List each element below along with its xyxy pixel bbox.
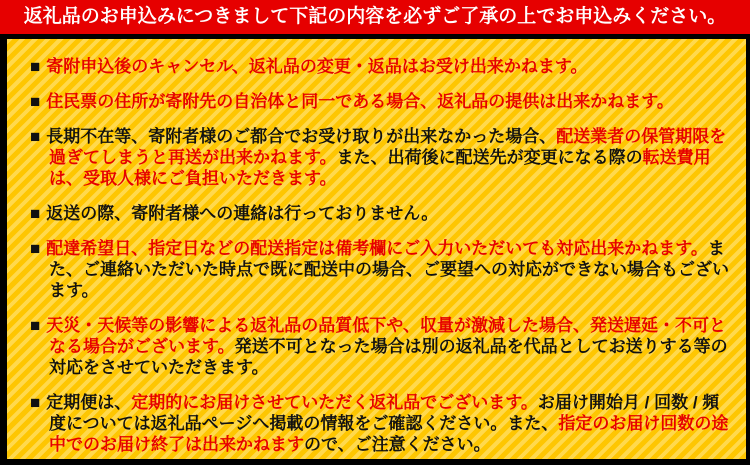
bullet-square-icon: ■ xyxy=(30,393,41,412)
notice-item-resident-address xyxy=(19,91,734,112)
bullet-square-icon: ■ xyxy=(30,57,41,76)
bullet-square-icon: ■ xyxy=(30,239,41,258)
text-segment: 寄附申込後のキャンセル、返礼品の変更・返品はお受け出来かねます。 xyxy=(46,57,588,76)
text-segment: 定期的にお届けさせていただく返礼品でございます。 xyxy=(131,393,538,412)
notice-item-cancel xyxy=(19,56,734,77)
notice-item-subscription xyxy=(19,392,734,455)
text-segment: お届け開始月 / 回数 / 頻度については返礼品ページへ掲載の情報をご確認ください。また、 xyxy=(49,393,720,433)
bullet-square-icon: ■ xyxy=(30,316,41,335)
text-segment: 発送不可となった場合は別の返礼品を代品としてお送りする等の対応をさせていただきます。 xyxy=(49,337,728,377)
text-segment: 定期便は、 xyxy=(46,393,132,412)
text-segment: 転送費用は、受取人様にご負担いただきます。 xyxy=(49,148,711,188)
text-segment: また、出荷後に配送先が変更になる際の xyxy=(336,148,643,167)
text-segment: 配送業者の保管期限を過ぎてしまうと再送が出来かねます。 xyxy=(49,127,727,167)
notice-header xyxy=(0,0,750,34)
text-segment: 長期不在等、寄附者様のご都合でお受け取りが出来なかった場合、 xyxy=(46,127,557,146)
bullet-square-icon: ■ xyxy=(30,204,41,223)
text-segment: 天災・天候等の影響による返礼品の品質低下や、収量が激減した場合、発送遅延・不可となる場合がございます。 xyxy=(46,316,726,356)
bullet-square-icon: ■ xyxy=(30,92,41,111)
text-segment: 返送の際、寄附者様への連絡は行っておりません。 xyxy=(46,204,439,223)
text-segment: 住民票の住所が寄附先の自治体と同一である場合、返礼品の提供は出来かねます。 xyxy=(46,92,674,111)
text-segment: 配達希望日、指定日などの配送指定は備考欄にご入力いただいても対応出来かねます。 xyxy=(46,239,708,258)
notice-item-long-absence xyxy=(19,126,734,189)
text-segment: 指定のお届け回数の途中でのお届け終了は出来かねます xyxy=(49,414,729,454)
text-segment: また、ご連絡いただいた時点で既に配送中の場合、ご要望への対応ができない場合もございます。 xyxy=(49,239,729,300)
text-segment: ので、ご注意ください。 xyxy=(304,435,491,454)
notice-header-text: 返礼品のお申込みにつきまして下記の内容を必ずご了承の上でお申込みください。 xyxy=(23,6,727,27)
notice-item-natural-disaster xyxy=(19,315,734,378)
notice-box xyxy=(7,39,746,459)
bullet-square-icon: ■ xyxy=(30,127,41,146)
notice-item-delivery-date xyxy=(19,238,734,301)
notice-item-return-contact xyxy=(19,203,734,224)
